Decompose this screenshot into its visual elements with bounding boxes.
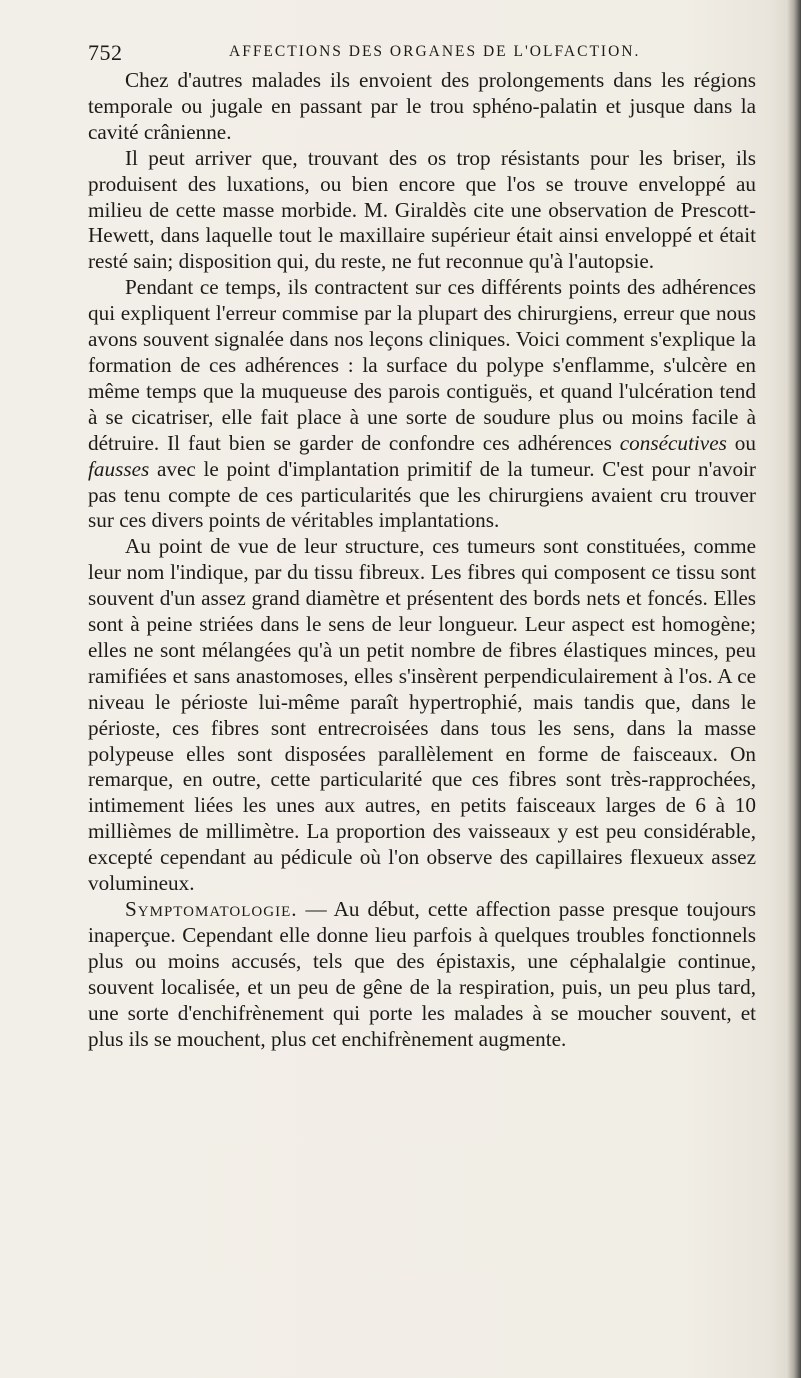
paragraph-3-text-c: avec le point d'implantation primitif de la tumeur. C'est pour n'avoir pas tenu compte de ces particularités que les chirurgiens avaient cru trouver sur ces divers points de véritables implantations.	[88, 456, 756, 533]
paragraph-5-text: — Au début, cette affection passe presque toujours inaperçue. Cependant elle donne lieu parfois à quelques troubles fonctionnels plus ou moins accusés, tels que des épistaxis, une céphalalgie continue, souvent localisée, et un peu de gêne de la respiration, puis, un peu plus tard, une sorte d'enchifrènement qui porte les malades à se moucher souvent, et plus ils se mouchent, plus cet enchifrènement augmente.	[88, 897, 756, 1051]
italic-term-consecutives: consécutives	[619, 430, 727, 455]
paragraph-4: Au point de vue de leur structure, ces tumeurs sont constituées, comme leur nom l'indique, par du tissu fibreux. Les fibres qui composent ce tissu sont souvent d'un assez grand diamètre et présentent des bords nets et foncés. Elles sont à peine striées dans le sens de leur longueur. Leur aspect est homogène; elles ne sont mélangées qu'à un petit nombre de fibres élastiques minces, peu ramifiées et sans anastomoses, elles s'insèrent perpendiculairement à l'os. A ce niveau le périoste lui-même paraît hypertrophié, mais tandis que, dans le périoste, ces fibres sont entrecroisées dans tous les sens, dans la masse polypeuse elles sont disposées parallèlement en forme de faisceaux. On remarque, en outre, cette particularité que ces fibres sont très-rapprochées, intimement liées les unes aux autres, en petits faisceaux larges de 6 à 10 millièmes de millimètre. La proportion des vaisseaux y est peu considérable, excepté cependant au pédicule où l'on observe des capillaires flexueux assez volumineux.	[88, 534, 756, 896]
page-binding-edge	[787, 0, 801, 1378]
running-head	[88, 40, 748, 66]
running-title: AFFECTIONS DES ORGANES DE L'OLFACTION.	[229, 43, 641, 60]
paragraph-1: Chez d'autres malades ils envoient des prolongements dans les régions temporale ou jugale en passant par le trou sphéno-palatin et jusque dans la cavité crânienne.	[88, 68, 756, 144]
page-number: 752	[88, 40, 123, 65]
paragraph-3-text-a: Pendant ce temps, ils contractent sur ces différents points des adhérences qui expliquent l'erreur commise par la plupart des chirurgiens, erreur que nous avons souvent signalée dans nos leçons cliniques. Voici comment s'explique la formation de ces adhérences : la surface du polype s'enflamme, s'ulcère en même temps que la muqueuse des parois contiguës, et quand l'ulcération tend à se cicatriser, elle fait place à une sorte de soudure plus ou moins facile à détruire. Il faut bien se garder de confondre ces adhérences	[88, 275, 756, 455]
italic-term-fausses: fausses	[88, 456, 150, 481]
paragraph-3-text-b: ou	[726, 430, 756, 455]
paragraph-3	[88, 275, 756, 534]
paragraph-2: Il peut arriver que, trouvant des os trop résistants pour les briser, ils produisent des luxations, ou bien encore que l'os se trouve enveloppé au milieu de cette masse morbide. M. Giraldès cite une observation de Prescott-Hewett, dans laquelle tout le maxillaire supérieur était ainsi enveloppé et était resté sain; disposition qui, du reste, ne fut reconnue qu'à l'autopsie.	[88, 145, 756, 274]
paragraph-5	[88, 897, 756, 1052]
section-heading-symptomatologie: Symptomatologie.	[125, 897, 298, 921]
body-text	[88, 68, 756, 1052]
